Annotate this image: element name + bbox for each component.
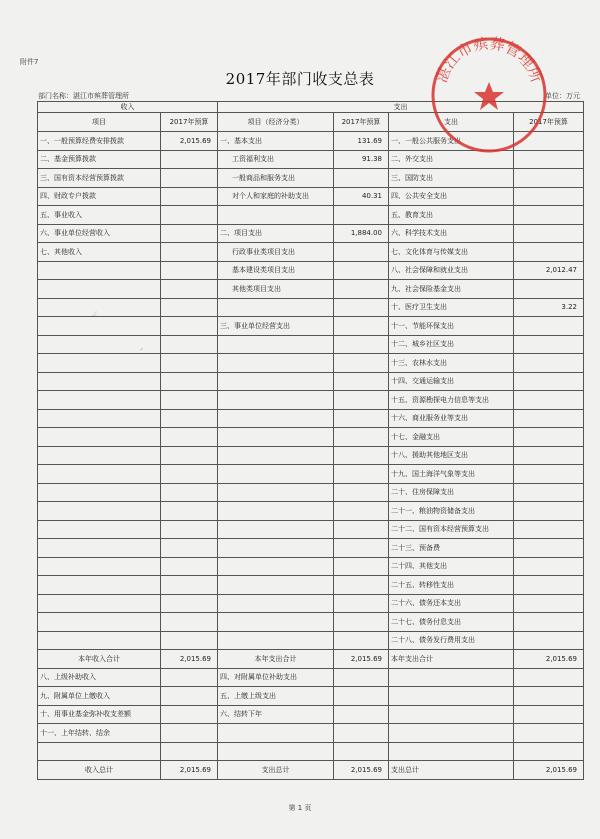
econ-budget-cell: [334, 668, 389, 687]
econ-budget-cell: [334, 687, 389, 706]
income-item-cell: 七、其他收入: [38, 243, 161, 262]
func-item-cell: 二、外交支出: [389, 150, 514, 169]
econ-budget-cell: [334, 483, 389, 502]
income-item-cell: 三、国有资本经营预算拨款: [38, 169, 161, 188]
income-item-cell: 五、事业收入: [38, 206, 161, 225]
econ-item-cell: [218, 372, 334, 391]
department-name: 部门名称：湛江市殡葬管理所: [38, 92, 129, 100]
econ-item-cell: 行政事业类项目支出: [218, 243, 334, 262]
income-item-cell: 四、财政专户拨款: [38, 187, 161, 206]
income-item-cell: [38, 409, 161, 428]
income-budget-cell: [161, 724, 218, 743]
func-budget-cell: [514, 594, 584, 613]
page-number: 第 1 页: [288, 804, 312, 812]
econ-item-cell: [218, 613, 334, 632]
econ-budget-cell: [334, 206, 389, 225]
econ-item-cell: [218, 576, 334, 595]
income-budget-cell: 2,015.69: [161, 650, 218, 669]
svg-text:湛江市殡葬管理所: [432, 34, 545, 85]
income-budget-cell: [161, 280, 218, 299]
income-item-cell: [38, 520, 161, 539]
func-budget-cell: [514, 631, 584, 650]
table-row: [38, 761, 584, 780]
func-item-cell: 支出总计: [389, 761, 514, 780]
table-row: [38, 224, 584, 243]
econ-budget-cell: [334, 280, 389, 299]
func-budget-cell: [514, 539, 584, 558]
income-budget-cell: [161, 187, 218, 206]
econ-item-cell: 支出总计: [218, 761, 334, 780]
func-item-cell: 八、社会保障和就业支出: [389, 261, 514, 280]
func-budget-cell: [514, 557, 584, 576]
func-budget-cell: [514, 335, 584, 354]
income-budget-cell: [161, 243, 218, 262]
func-budget-cell: 2,015.69: [514, 650, 584, 669]
income-item-cell: [38, 391, 161, 410]
econ-item-cell: 四、对附属单位补助支出: [218, 668, 334, 687]
table-row: [38, 409, 584, 428]
income-budget-cell: [161, 409, 218, 428]
func-item-cell: 三、国防支出: [389, 169, 514, 188]
table-row: [38, 539, 584, 558]
income-item-cell: [38, 557, 161, 576]
header-income-item: 项目: [38, 113, 161, 132]
func-budget-cell: [514, 243, 584, 262]
econ-budget-cell: [334, 243, 389, 262]
income-budget-cell: [161, 428, 218, 447]
header-func-budget: 2017年预算: [514, 113, 584, 132]
econ-budget-cell: [334, 317, 389, 336]
income-item-cell: [38, 631, 161, 650]
func-item-cell: 本年支出合计: [389, 650, 514, 669]
econ-budget-cell: [334, 409, 389, 428]
econ-budget-cell: [334, 576, 389, 595]
table-row: [38, 483, 584, 502]
func-item-cell: 二十二、国有资本经营预算支出: [389, 520, 514, 539]
func-item-cell: 九、社会保险基金支出: [389, 280, 514, 299]
income-budget-cell: [161, 354, 218, 373]
table-row: [38, 668, 584, 687]
income-item-cell: [38, 594, 161, 613]
func-item-cell: 十七、金融支出: [389, 428, 514, 447]
func-item-cell: 十一、节能环保支出: [389, 317, 514, 336]
income-budget-cell: [161, 298, 218, 317]
econ-item-cell: [218, 520, 334, 539]
func-budget-cell: [514, 668, 584, 687]
func-budget-cell: [514, 483, 584, 502]
income-item-cell: 收入总计: [38, 761, 161, 780]
func-item-cell: 二十七、债务付息支出: [389, 613, 514, 632]
income-budget-cell: [161, 742, 218, 761]
income-item-cell: 九、附属单位上缴收入: [38, 687, 161, 706]
income-budget-cell: [161, 557, 218, 576]
func-item-cell: 二十五、转移性支出: [389, 576, 514, 595]
econ-budget-cell: [334, 520, 389, 539]
table-row: [38, 169, 584, 188]
income-item-cell: 六、事业单位经营收入: [38, 224, 161, 243]
income-budget-cell: [161, 169, 218, 188]
func-budget-cell: 2,012.47: [514, 261, 584, 280]
func-budget-cell: [514, 465, 584, 484]
func-budget-cell: [514, 206, 584, 225]
econ-item-cell: 基本建设类项目支出: [218, 261, 334, 280]
income-item-cell: [38, 465, 161, 484]
func-item-cell: [389, 742, 514, 761]
econ-item-cell: [218, 724, 334, 743]
econ-budget-cell: [334, 465, 389, 484]
func-item-cell: 十二、城乡社区支出: [389, 335, 514, 354]
func-budget-cell: [514, 391, 584, 410]
income-item-cell: [38, 317, 161, 336]
table-row: [38, 335, 584, 354]
func-item-cell: 十三、农林水支出: [389, 354, 514, 373]
func-budget-cell: [514, 742, 584, 761]
income-budget-cell: [161, 335, 218, 354]
func-budget-cell: [514, 224, 584, 243]
income-item-cell: [38, 261, 161, 280]
func-budget-cell: [514, 576, 584, 595]
unit-label: 单位：万元: [545, 92, 580, 100]
econ-item-cell: [218, 298, 334, 317]
table-row: [38, 280, 584, 299]
func-budget-cell: [514, 428, 584, 447]
header-income-budget: 2017年预算: [161, 113, 218, 132]
table-body: [38, 132, 584, 780]
func-budget-cell: [514, 724, 584, 743]
func-item-cell: 二十六、债务还本支出: [389, 594, 514, 613]
func-item-cell: [389, 705, 514, 724]
econ-budget-cell: [334, 613, 389, 632]
income-budget-cell: [161, 539, 218, 558]
econ-budget-cell: [334, 594, 389, 613]
econ-item-cell: 二、项目支出: [218, 224, 334, 243]
econ-budget-cell: [334, 372, 389, 391]
econ-item-cell: 一般商品和服务支出: [218, 169, 334, 188]
table-row: [38, 465, 584, 484]
income-item-cell: [38, 354, 161, 373]
scan-mark: ☄: [92, 312, 98, 319]
econ-budget-cell: [334, 391, 389, 410]
income-item-cell: 十一、上年结转、结余: [38, 724, 161, 743]
econ-item-cell: [218, 742, 334, 761]
econ-item-cell: [218, 502, 334, 521]
func-budget-cell: [514, 372, 584, 391]
income-budget-cell: [161, 502, 218, 521]
func-budget-cell: [514, 446, 584, 465]
econ-budget-cell: 1,884.00: [334, 224, 389, 243]
income-item-cell: [38, 428, 161, 447]
econ-item-cell: [218, 206, 334, 225]
func-item-cell: 十六、商业服务业等支出: [389, 409, 514, 428]
func-item-cell: 十五、资源勘探电力信息等支出: [389, 391, 514, 410]
econ-budget-cell: [334, 724, 389, 743]
econ-budget-cell: [334, 354, 389, 373]
func-budget-cell: [514, 502, 584, 521]
econ-budget-cell: [334, 742, 389, 761]
func-budget-cell: [514, 169, 584, 188]
income-budget-cell: [161, 206, 218, 225]
econ-item-cell: [218, 631, 334, 650]
func-budget-cell: [514, 280, 584, 299]
income-item-cell: [38, 280, 161, 299]
econ-item-cell: [218, 483, 334, 502]
income-budget-cell: [161, 613, 218, 632]
func-item-cell: 十八、援助其他地区支出: [389, 446, 514, 465]
table-row: [38, 576, 584, 595]
page-title: 2017年部门收支总表: [225, 70, 375, 88]
func-budget-cell: 3.22: [514, 298, 584, 317]
func-budget-cell: [514, 687, 584, 706]
table-row: [38, 317, 584, 336]
income-item-cell: [38, 539, 161, 558]
func-budget-cell: [514, 187, 584, 206]
econ-item-cell: 本年支出合计: [218, 650, 334, 669]
income-budget-cell: [161, 668, 218, 687]
func-item-cell: 十九、国土海洋气象等支出: [389, 465, 514, 484]
econ-budget-cell: 40.31: [334, 187, 389, 206]
header-func-item: 支出: [389, 113, 514, 132]
seal-text: 湛江市殡葬管理所: [432, 34, 546, 86]
econ-budget-cell: [334, 446, 389, 465]
attachment-label: 附件7: [20, 58, 39, 66]
income-budget-cell: 2,015.69: [161, 761, 218, 780]
func-budget-cell: [514, 613, 584, 632]
econ-budget-cell: [334, 705, 389, 724]
income-budget-cell: [161, 391, 218, 410]
econ-item-cell: 工资福利支出: [218, 150, 334, 169]
econ-item-cell: 其他类项目支出: [218, 280, 334, 299]
func-item-cell: 四、公共安全支出: [389, 187, 514, 206]
table-row: [38, 502, 584, 521]
econ-budget-cell: [334, 428, 389, 447]
econ-item-cell: 三、事业单位经营支出: [218, 317, 334, 336]
official-seal-stamp: [426, 32, 552, 158]
income-item-cell: [38, 483, 161, 502]
func-item-cell: [389, 724, 514, 743]
seal-star-icon: [474, 82, 504, 110]
income-item-cell: 本年收入合计: [38, 650, 161, 669]
econ-budget-cell: 91.38: [334, 150, 389, 169]
econ-item-cell: 五、上缴上级支出: [218, 687, 334, 706]
table-row: [38, 261, 584, 280]
income-item-cell: [38, 372, 161, 391]
income-item-cell: [38, 502, 161, 521]
income-item-cell: 八、上级补助收入: [38, 668, 161, 687]
income-budget-cell: [161, 705, 218, 724]
econ-item-cell: [218, 409, 334, 428]
table-row: [38, 724, 584, 743]
income-item-cell: 一、一般预算经费安排拨款: [38, 132, 161, 151]
scan-mark: ⸝: [140, 345, 144, 352]
func-budget-cell: 2,015.69: [514, 761, 584, 780]
func-item-cell: 六、科学技术支出: [389, 224, 514, 243]
func-item-cell: 五、教育支出: [389, 206, 514, 225]
income-item-cell: 二、基金预算拨款: [38, 150, 161, 169]
table-row: [38, 206, 584, 225]
table-row: [38, 520, 584, 539]
econ-item-cell: [218, 557, 334, 576]
table-row: [38, 594, 584, 613]
econ-item-cell: 对个人和家庭的补助支出: [218, 187, 334, 206]
econ-item-cell: [218, 465, 334, 484]
econ-budget-cell: [334, 169, 389, 188]
budget-summary-table: [37, 101, 584, 780]
header-expense: 支出: [218, 102, 584, 113]
econ-item-cell: [218, 428, 334, 447]
table-row: [38, 428, 584, 447]
table-row: [38, 631, 584, 650]
func-budget-cell: [514, 317, 584, 336]
econ-budget-cell: [334, 557, 389, 576]
func-item-cell: 七、文化体育与传媒支出: [389, 243, 514, 262]
econ-budget-cell: [334, 502, 389, 521]
income-budget-cell: [161, 576, 218, 595]
table-row: [38, 742, 584, 761]
econ-budget-cell: [334, 298, 389, 317]
econ-budget-cell: 2,015.69: [334, 761, 389, 780]
econ-item-cell: [218, 391, 334, 410]
func-item-cell: [389, 668, 514, 687]
table-row: [38, 187, 584, 206]
income-budget-cell: [161, 465, 218, 484]
econ-budget-cell: [334, 539, 389, 558]
econ-item-cell: [218, 446, 334, 465]
econ-item-cell: [218, 539, 334, 558]
func-item-cell: [389, 687, 514, 706]
income-item-cell: [38, 613, 161, 632]
income-budget-cell: [161, 317, 218, 336]
econ-budget-cell: 131.69: [334, 132, 389, 151]
func-item-cell: 十四、交通运输支出: [389, 372, 514, 391]
income-budget-cell: [161, 594, 218, 613]
table-row: [38, 613, 584, 632]
income-budget-cell: [161, 261, 218, 280]
func-item-cell: 二十八、债务发行费用支出: [389, 631, 514, 650]
income-item-cell: [38, 742, 161, 761]
income-budget-cell: [161, 224, 218, 243]
func-item-cell: 一、一般公共服务支出: [389, 132, 514, 151]
func-item-cell: 二十四、其他支出: [389, 557, 514, 576]
header-econ-budget: 2017年预算: [334, 113, 389, 132]
table-row: [38, 705, 584, 724]
income-item-cell: [38, 576, 161, 595]
func-budget-cell: [514, 354, 584, 373]
header-income: 收入: [38, 102, 218, 113]
table-row: [38, 446, 584, 465]
income-budget-cell: 2,015.69: [161, 132, 218, 151]
econ-item-cell: [218, 594, 334, 613]
table-row: [38, 354, 584, 373]
income-item-cell: [38, 446, 161, 465]
table-row: [38, 372, 584, 391]
func-item-cell: 二十一、粮油物资储备支出: [389, 502, 514, 521]
func-budget-cell: [514, 520, 584, 539]
table-row: [38, 298, 584, 317]
income-budget-cell: [161, 631, 218, 650]
income-item-cell: [38, 298, 161, 317]
table-row: [38, 243, 584, 262]
econ-item-cell: 一、基本支出: [218, 132, 334, 151]
econ-item-cell: 六、结转下年: [218, 705, 334, 724]
table-row: [38, 391, 584, 410]
econ-budget-cell: [334, 631, 389, 650]
econ-budget-cell: [334, 261, 389, 280]
table-row: [38, 557, 584, 576]
header-econ-item: 项目（经济分类）: [218, 113, 334, 132]
econ-item-cell: [218, 354, 334, 373]
income-budget-cell: [161, 372, 218, 391]
func-item-cell: 二十、住房保障支出: [389, 483, 514, 502]
func-item-cell: 十、医疗卫生支出: [389, 298, 514, 317]
econ-budget-cell: [334, 335, 389, 354]
income-budget-cell: [161, 687, 218, 706]
income-item-cell: 十、用事业基金弥补收支差额: [38, 705, 161, 724]
income-budget-cell: [161, 520, 218, 539]
income-budget-cell: [161, 150, 218, 169]
income-budget-cell: [161, 446, 218, 465]
income-budget-cell: [161, 483, 218, 502]
econ-budget-cell: 2,015.69: [334, 650, 389, 669]
func-budget-cell: [514, 705, 584, 724]
table-row: [38, 687, 584, 706]
func-item-cell: 二十三、预备费: [389, 539, 514, 558]
table-row: [38, 650, 584, 669]
econ-item-cell: [218, 335, 334, 354]
func-budget-cell: [514, 409, 584, 428]
